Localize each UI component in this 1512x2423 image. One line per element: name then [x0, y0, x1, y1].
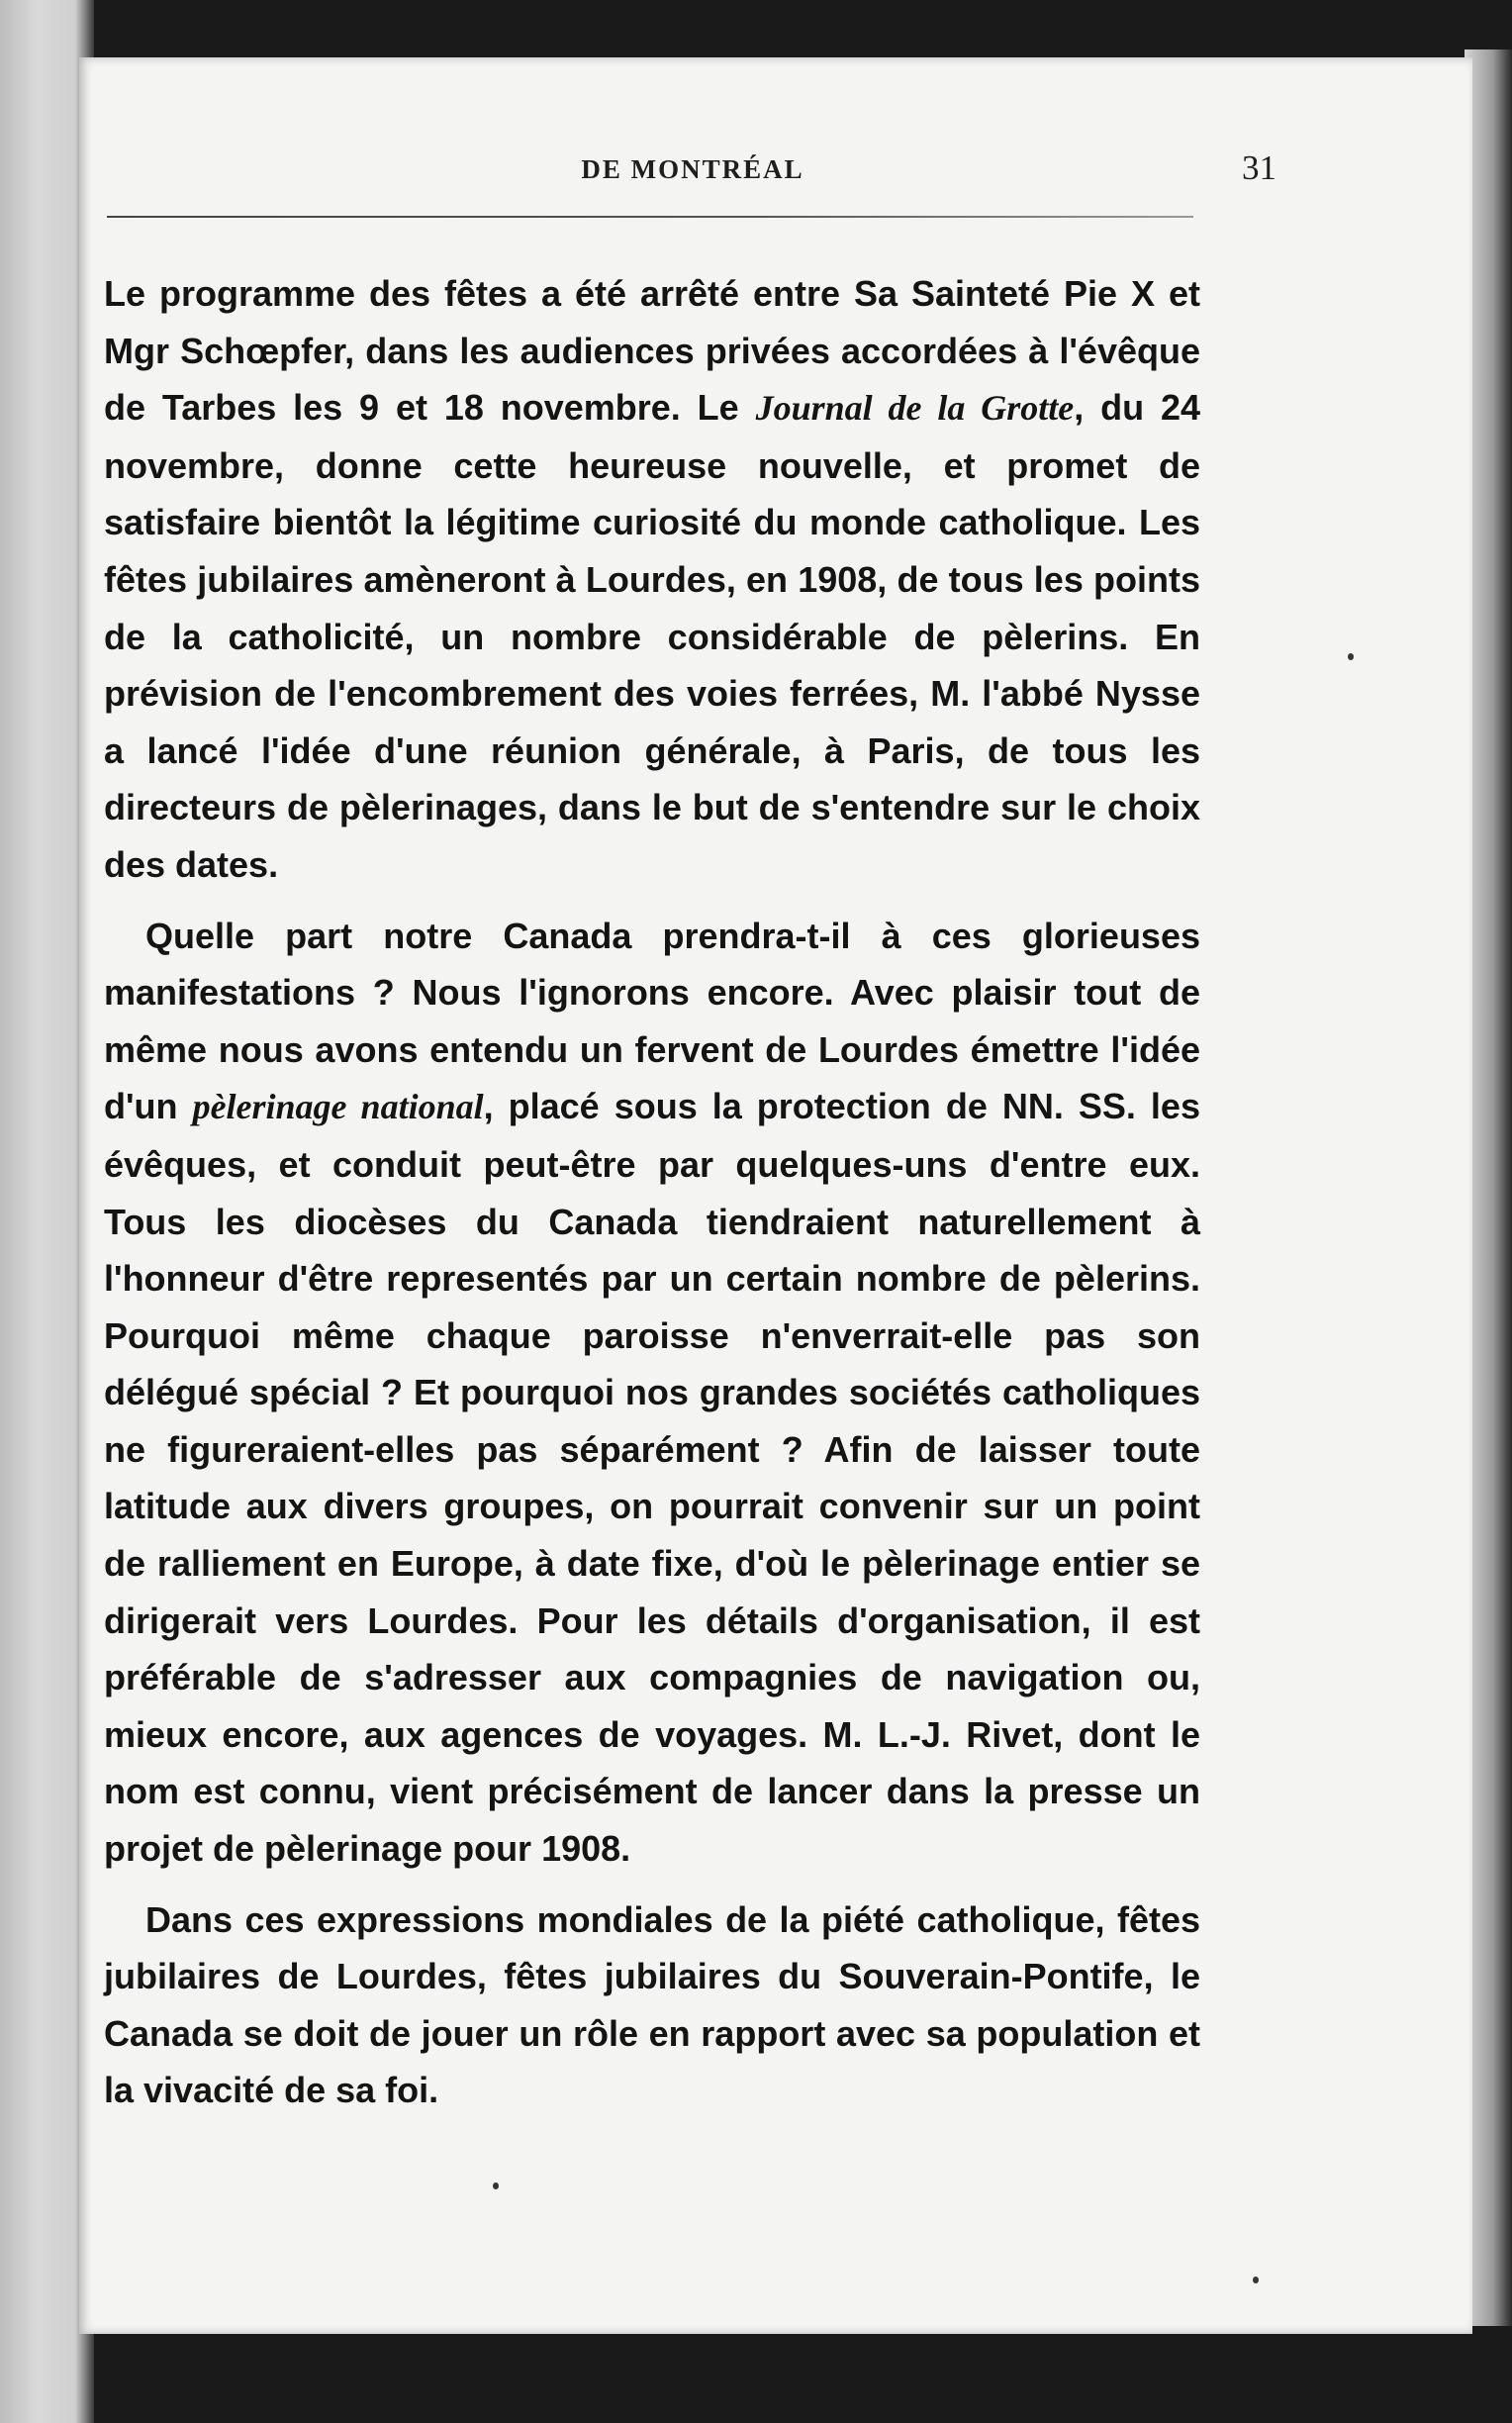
page-number: 31 [1242, 148, 1276, 187]
journal-title: Journal de la Grotte [755, 388, 1075, 429]
pelerinage-national-phrase: pèlerinage national [192, 1087, 484, 1127]
paragraph-1 [104, 265, 1200, 894]
paragraph-2-segment: Quelle part notre Canada prendra-t-il à ces glorieuses manifestations ? Nous l'ignorons encore. Avec plaisir tout de même nous avons entendu un fervent de Lourdes émettre l'idée d'un [104, 915, 1200, 1127]
ink-speck [1348, 653, 1354, 660]
paragraph-2-segment: , placé sous la protection de NN. SS. les évêques, et conduit peut-être par quelques-uns d'entre eux. Tous les diocèses du Canada tiendraient naturellement à l'honneur d'être representés par un certain nombre de pèlerins. Pourquoi même chaque paroisse n'enverrait-elle pas son délégué spécial ? Et pourquoi nos grandes sociétés catholiques ne figureraient-elles pas séparément ? Afin de laisser toute latitude aux divers groupes, on pourrait convenir sur un point de ralliement en Europe, à date fixe, d'où le pèlerinage entier se dirigerait vers Lourdes. Pour les détails d'organisation, il est préférable de s'adresser aux compagnies de navigation ou, mieux encore, aux agences de voyages. M. L.-J. Rivet, dont le nom est connu, vient précisément de lancer dans la presse un projet de pèlerinage pour 1908. [104, 1086, 1200, 1870]
paragraph-1-segment: Le programme des fêtes a été arrêté entre Sa Sainteté Pie X et Mgr Schœpfer, dans les audiences privées accordées à l'évêque de Tarbes les 9 et 18 novembre. Le [104, 273, 1200, 429]
body-text [104, 265, 1200, 2133]
paragraph-2 [104, 908, 1200, 1878]
ink-speck [1253, 2277, 1259, 2283]
paragraph-1-segment: , du 24 novembre, donne cette heureuse nouvelle, et promet de satisfaire bientôt la légitime curiosité du monde catholique. Les fêtes jubilaires amèneront à Lourdes, en 1908, de tous les points de la catholicité, un nombre considérable de pèlerins. En prévision de l'encombrement des voies ferrées, M. l'abbé Nysse a lancé l'idée d'une réunion générale, à Paris, de tous les directeurs de pèlerinages, dans le but de s'entendre sur le choix des dates. [104, 387, 1200, 885]
ink-speck [493, 2182, 499, 2189]
header-rule [107, 216, 1193, 218]
paragraph-3 [104, 1891, 1200, 2119]
paragraph-3-segment: Dans ces expressions mondiales de la piété catholique, fêtes jubilaires de Lourdes, fêtes jubilaires du Souverain-Pontife, le Canada se doit de jouer un rôle en rapport avec sa population et la vivacité de sa foi. [104, 1898, 1200, 2111]
running-head: DE MONTRÉAL [581, 154, 804, 184]
page-header [109, 148, 1276, 208]
